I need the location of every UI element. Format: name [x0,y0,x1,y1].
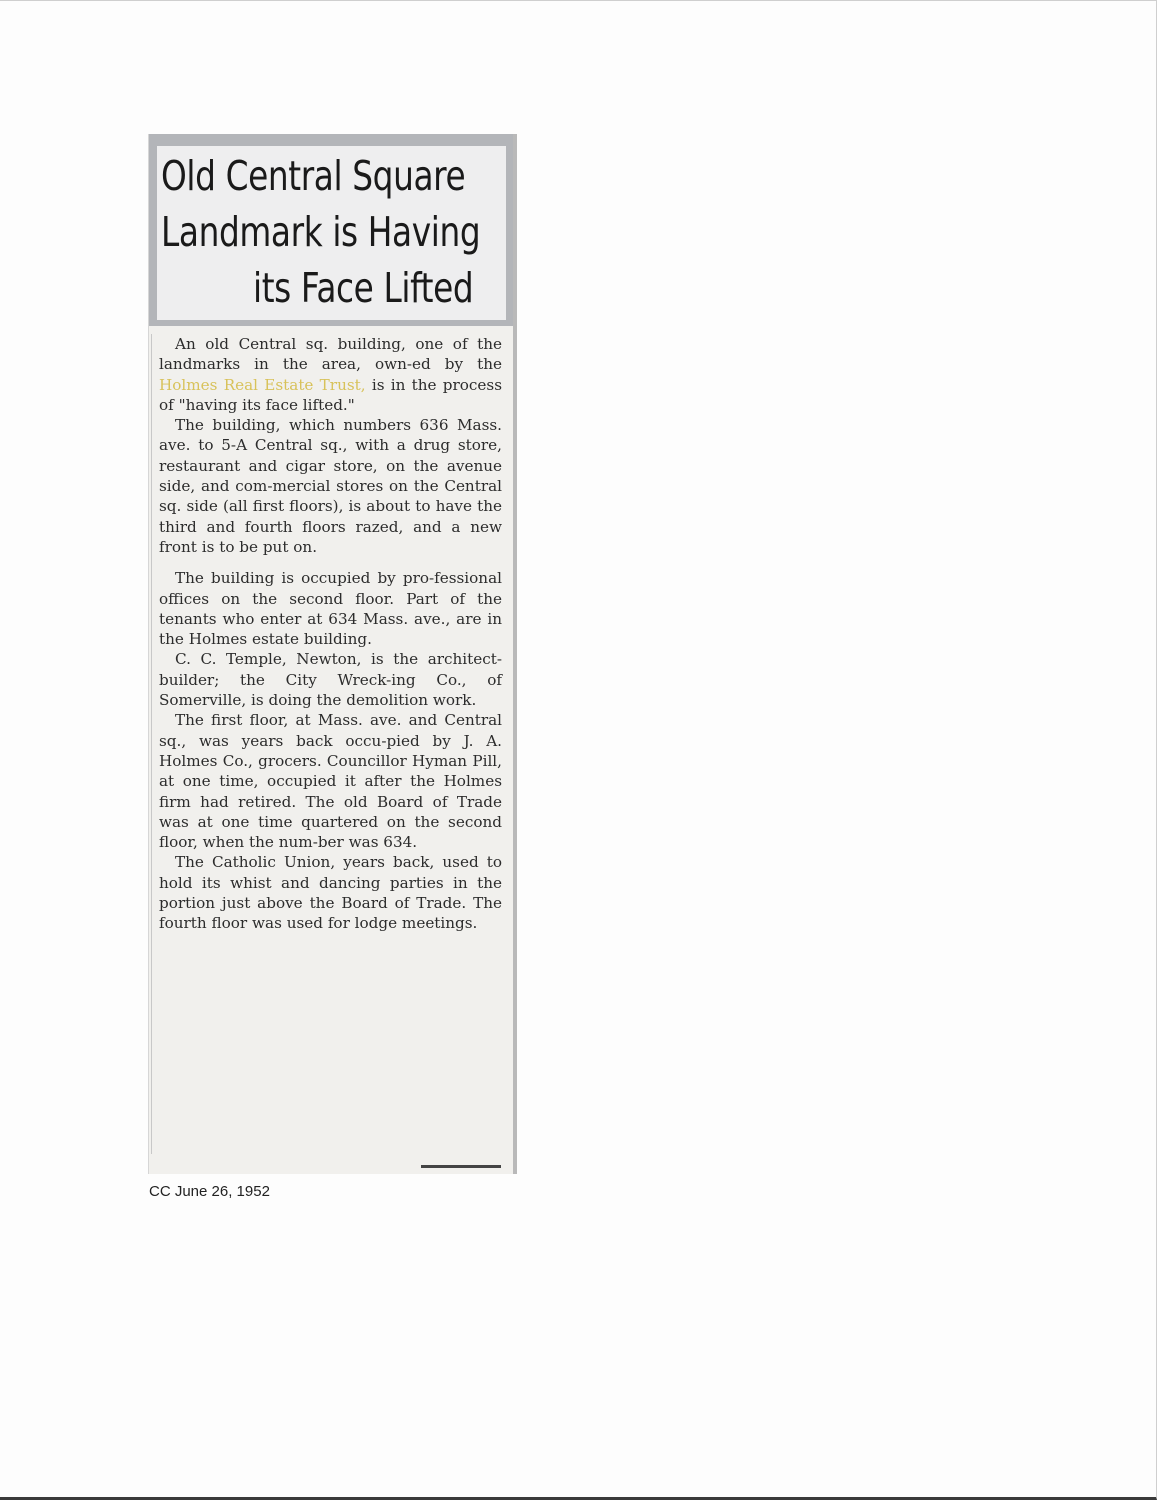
headline-line-1: Old Central Square [161,152,466,200]
column-rule [151,334,152,1154]
paragraph-1-end: is in the process of "having its face lifted." [159,375,502,414]
paragraph-4: C. C. Temple, Newton, is the architect-builder; the City Wreck-ing Co., of Somerville, is doing the demolition work. [159,650,502,710]
paragraph-1-start: An old Central sq. building, one of the landmarks in the area, own-ed by the [159,335,502,374]
newspaper-clipping [148,134,517,1174]
headline-frame [149,134,514,326]
paragraph-5: The first floor, at Mass. ave. and Central sq., was years back occu-pied by J. A. Holmes Co., grocers. Councillor Hyman Pill, at one time, occupied it after the Holmes firm had retired. The old Board of Trade was at one time quartered on the second floor, when the num-ber was 634. [159,711,502,852]
paragraph-1 [159,334,502,415]
paragraph-6: The Catholic Union, years back, used to hold its whist and dancing parties in the portion just above the Board of Trade. The fourth floor was used for lodge meetings. [159,853,502,933]
headline-line-2: Landmark is Having [161,208,481,256]
headline-panel [157,146,506,320]
paragraph-2: The building, which numbers 636 Mass. ave. to 5-A Central sq., with a drug store, restaurant and cigar store, on the avenue side, and com-mercial stores on the Central sq. side (all first floors), is about to have the third and fourth floors razed, and a new front is to be put on. [159,416,502,556]
highlighted-name: Holmes Real Estate Trust, [159,375,366,394]
clipping-caption: CC June 26, 1952 [149,1183,270,1200]
paragraph-3: The building is occupied by pro-fessional offices on the second floor. Part of the tenants who enter at 634 Mass. ave., are in the Holmes estate building. [159,569,502,649]
headline-line-3: its Face Lifted [253,264,474,312]
bottom-rule [421,1165,501,1168]
article-body [159,334,502,934]
